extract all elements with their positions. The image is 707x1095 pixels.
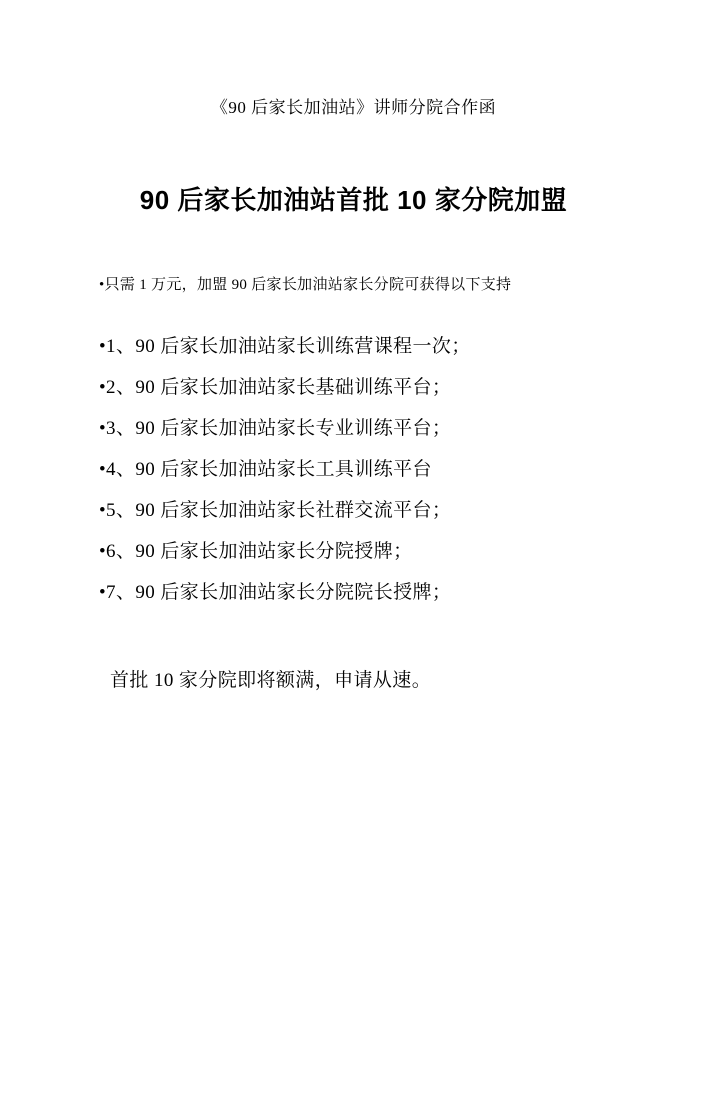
intro-paragraph: •只需 1 万元，加盟 90 后家长加油站家长分院可获得以下支持 [99, 277, 512, 294]
document-title: 《90 后家长加油站》讲师分院合作函 [210, 98, 497, 117]
list-item: •6、90 后家长加油站家长分院授牌； [99, 540, 413, 562]
benefits-list [99, 337, 707, 602]
closing-paragraph: 首批 10 家分院即将额满，申请从速。 [110, 669, 432, 691]
list-item: •2、90 后家长加油站家长基础训练平台； [99, 376, 452, 398]
list-item: •4、90 后家长加油站家长工具训练平台 [99, 458, 432, 480]
list-item: •3、90 后家长加油站家长专业训练平台； [99, 417, 452, 439]
document-heading: 90 后家长加油站首批 10 家分院加盟 [139, 184, 568, 215]
list-item: •5、90 后家长加油站家长社群交流平台； [99, 499, 452, 521]
list-item: •7、90 后家长加油站家长分院院长授牌； [99, 581, 452, 603]
list-item: •1、90 后家长加油站家长训练营课程一次； [99, 335, 471, 357]
document-page [0, 96, 707, 1095]
